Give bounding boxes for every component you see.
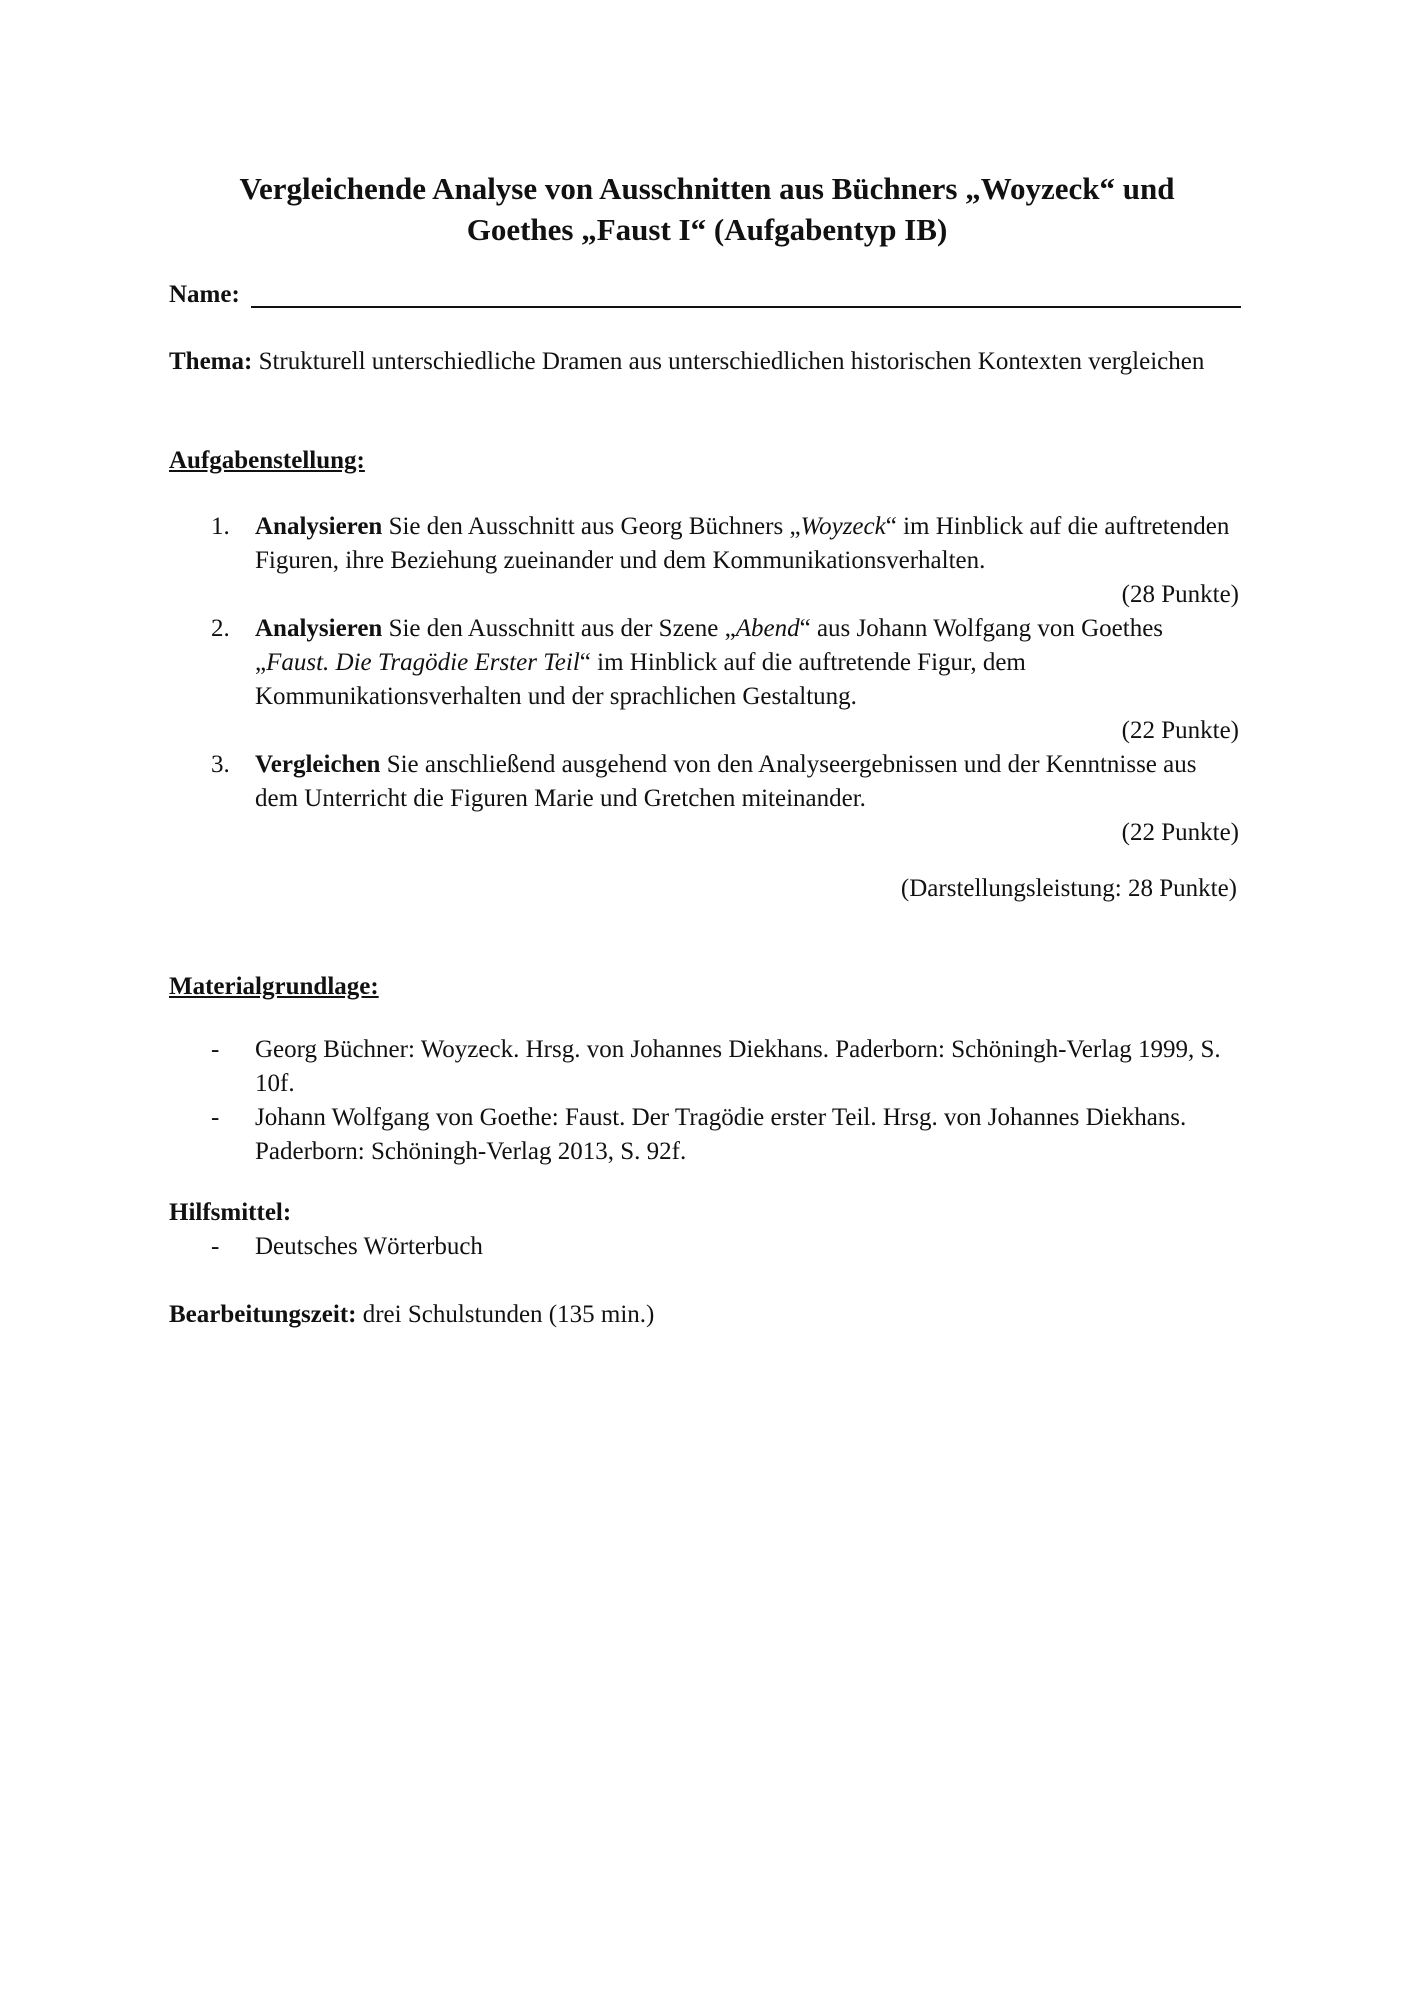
thema-section xyxy=(169,345,1239,379)
task-text xyxy=(255,748,1239,816)
task-points: (22 Punkte) xyxy=(1121,717,1239,744)
hilfsmittel-heading-text: Hilfsmittel: xyxy=(169,1199,292,1226)
name-underline[interactable] xyxy=(251,306,1241,308)
task-text xyxy=(255,612,1239,714)
task-work-title: Abend xyxy=(735,615,800,642)
bullet-dash: - xyxy=(211,1036,220,1063)
task-number: 3. xyxy=(211,751,230,778)
bearbeitungszeit-section xyxy=(169,1298,1239,1332)
task-text-part: Sie den Ausschnitt aus Georg Büchners „ xyxy=(388,513,801,540)
task-list xyxy=(169,510,1239,846)
name-label: Name: xyxy=(169,281,240,308)
task-verb: Analysieren xyxy=(255,615,383,642)
aufgabenstellung-heading xyxy=(169,444,1239,478)
task-text-part: “ aus Johann Wolfgang von Goethes „ xyxy=(255,615,1164,676)
task-text-part: “ im Hinblick auf die auftretende Figur, dem Kommunikationsverhalten und der sprachlichen Gestaltung. xyxy=(255,649,1026,710)
hilfsmittel-item-text: Deutsches Wörterbuch xyxy=(255,1233,483,1260)
task-text-part: “ im Hinblick auf die auftretenden Figuren, ihre Beziehung zueinander und dem Kommunikationsverhalten. xyxy=(255,513,1230,574)
task-points: (28 Punkte) xyxy=(1121,581,1239,608)
thema-text: Strukturell unterschiedliche Dramen aus unterschiedlichen historischen Kontexten vergleichen xyxy=(258,348,1205,375)
task-work-title: Woyzeck xyxy=(800,513,886,540)
materialgrundlage-heading xyxy=(169,970,1239,1004)
bullet-dash: - xyxy=(211,1233,220,1260)
hilfsmittel-list xyxy=(169,1230,1239,1264)
task-number: 1. xyxy=(211,513,230,540)
darstellungsleistung xyxy=(169,872,1237,906)
thema-label: Thema: xyxy=(169,348,253,375)
title-line-2: Goethes „Faust I“ (Aufgabentyp IB) xyxy=(466,212,948,247)
bearbeitungszeit-label: Bearbeitungszeit: xyxy=(169,1301,357,1328)
hilfsmittel-heading xyxy=(169,1196,1239,1230)
bullet-dash: - xyxy=(211,1104,220,1131)
aufgabenstellung-heading-text: Aufgabenstellung: xyxy=(169,447,365,474)
task-text-part: Sie anschließend ausgehend von den Analyseergebnissen und der Kenntnisse aus dem Unterricht die Figuren Marie und Gretchen miteinander. xyxy=(255,751,1197,812)
task-verb: Vergleichen xyxy=(255,751,381,778)
task-text xyxy=(255,510,1239,578)
task-points: (22 Punkte) xyxy=(1121,819,1239,846)
materialgrundlage-heading-text: Materialgrundlage: xyxy=(169,973,379,1000)
material-item-text: Johann Wolfgang von Goethe: Faust. Der Tragödie erster Teil. Hrsg. von Johannes Diekhans. Paderborn: Schöningh-Verlag 2013, S. 92f. xyxy=(255,1104,1187,1165)
document-title xyxy=(150,168,1264,250)
task-number: 2. xyxy=(211,615,230,642)
material-item-text: Georg Büchner: Woyzeck. Hrsg. von Johannes Diekhans. Paderborn: Schöningh-Verlag 1999, S. 10f. xyxy=(255,1036,1221,1097)
darstellungsleistung-text: (Darstellungsleistung: 28 Punkte) xyxy=(900,875,1237,902)
title-line-1: Vergleichende Analyse von Ausschnitten aus Büchners „Woyzeck“ und xyxy=(239,171,1175,206)
task-text-part: Sie den Ausschnitt aus der Szene „ xyxy=(388,615,736,642)
material-list xyxy=(169,1033,1239,1173)
bearbeitungszeit-text: drei Schulstunden (135 min.) xyxy=(362,1301,655,1328)
task-verb: Analysieren xyxy=(255,513,383,540)
task-work-title: Faust. Die Tragödie Erster Teil xyxy=(266,649,580,676)
name-field[interactable] xyxy=(169,278,1241,312)
